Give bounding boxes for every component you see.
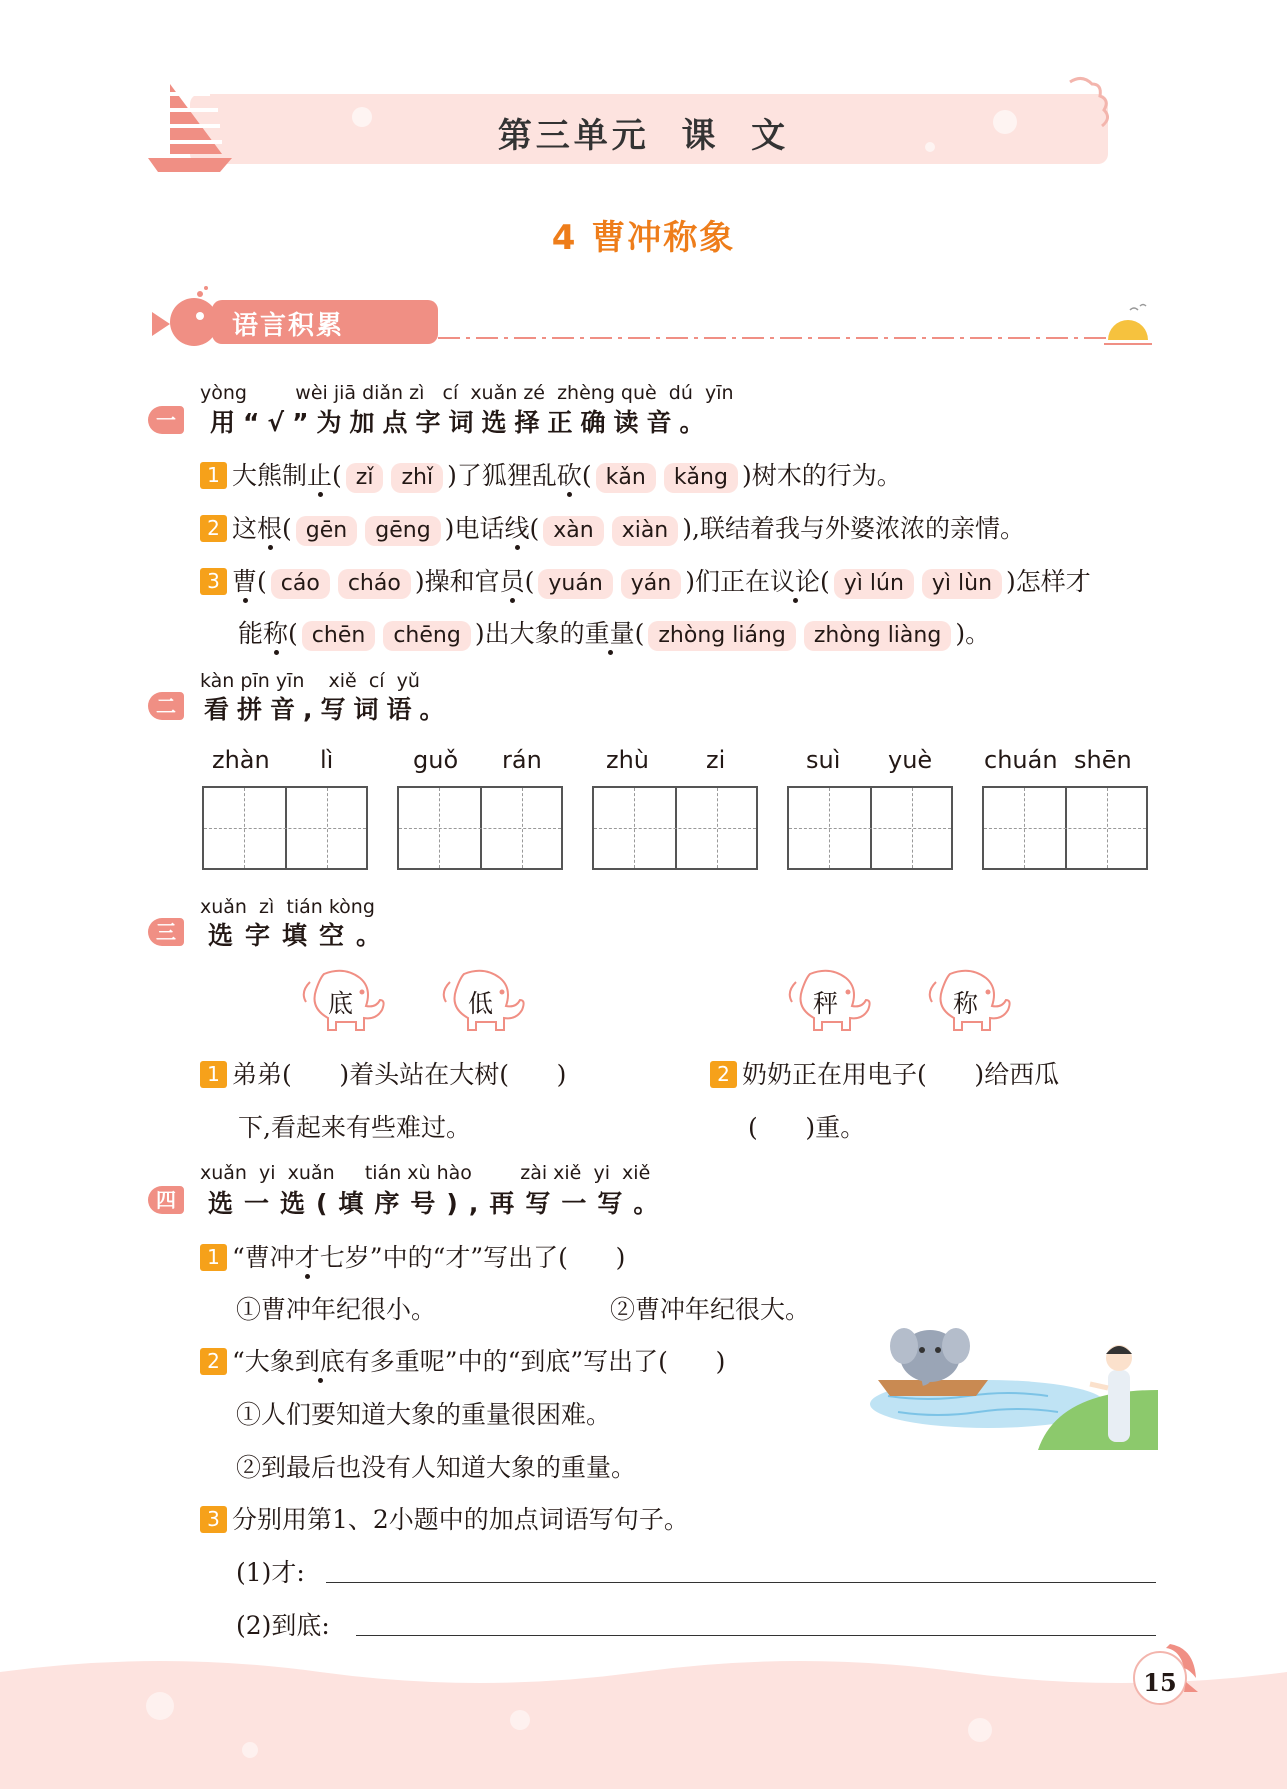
pinyin-option[interactable]: chēng xyxy=(383,621,470,651)
answer-line-1[interactable] xyxy=(326,1582,1156,1583)
writing-grid[interactable] xyxy=(397,786,563,870)
q-number: 2 xyxy=(710,1061,737,1088)
char-choice[interactable]: 底 xyxy=(328,989,354,1018)
page-number: 15 xyxy=(1143,1668,1177,1697)
s2-badge: 二 xyxy=(148,692,184,720)
s1-q3-line2: 能称( chēn chēng )出大象的重量( zhòng liáng zhòng liàng )。 xyxy=(238,614,990,651)
s4-q1: 1 “曹冲才七岁”中的“才”写出了( ) xyxy=(200,1238,625,1274)
s4-q1-option-b[interactable]: ②曹冲年纪很大。 xyxy=(610,1295,811,1324)
s4-badge: 四 xyxy=(148,1186,184,1214)
word-pinyin: shēn xyxy=(1074,746,1132,774)
s4-pinyin: xuǎn yi xuǎn tián xù hào zài xiě yi xiě xyxy=(200,1162,651,1184)
word-pinyin: chuán xyxy=(984,746,1058,774)
pinyin-option[interactable]: zhòng liáng xyxy=(648,621,795,651)
s3-q1-line1: 1 弟弟( )着头站在大树( ) xyxy=(200,1055,566,1091)
s3-q2-line2: ( )重。 xyxy=(748,1113,866,1142)
q-number: 3 xyxy=(200,568,227,595)
s4-title: 选一选(填序号),再写一写。 xyxy=(208,1189,670,1218)
fish-icon xyxy=(152,286,218,346)
pinyin-option[interactable]: yuán xyxy=(538,569,612,599)
lesson-title: 4 曹冲称象 xyxy=(551,218,736,258)
s4-q2-option-a[interactable]: ①人们要知道大象的重量很困难。 xyxy=(236,1400,612,1429)
unit-title: 第三单元 课 文 xyxy=(497,116,790,156)
s3-q2-line1: 2 奶奶正在用电子( )给西瓜 xyxy=(710,1055,1059,1091)
elephant-boat-illustration xyxy=(868,1300,1158,1450)
s1-title: 用“√”为加点字词选择正确读音。 xyxy=(210,408,713,437)
writing-grid[interactable] xyxy=(202,786,368,870)
q-number: 1 xyxy=(200,462,227,489)
pinyin-option[interactable]: gēng xyxy=(365,516,440,546)
pinyin-option[interactable]: xàn xyxy=(543,516,603,546)
q-number: 1 xyxy=(200,1061,227,1088)
s1-q1: 1 大熊制止( zǐ zhǐ )了狐狸乱砍( kǎn kǎng )树木的行为。 xyxy=(200,456,902,493)
s1-q2: 2 这根( gēn gēng )电话线( xàn xiàn ),联结着我与外婆浓浓的亲情。 xyxy=(200,509,1025,546)
word-pinyin: rán xyxy=(502,746,542,774)
word-pinyin: yuè xyxy=(888,746,933,774)
s4-q1-option-a[interactable]: ①曹冲年纪很小。 xyxy=(236,1295,437,1324)
word-pinyin: guǒ xyxy=(413,746,459,774)
sunset-icon xyxy=(1104,305,1152,345)
s4-q3-label-2: (2)到底: xyxy=(236,1611,330,1640)
s1-pinyin: yòng wèi jiā diǎn zì cí xuǎn zé zhèng què dú yīn xyxy=(200,382,734,404)
word-pinyin: lì xyxy=(320,746,334,774)
q-number: 1 xyxy=(200,1244,227,1271)
pinyin-option[interactable]: zǐ xyxy=(346,463,384,493)
word-pinyin: suì xyxy=(806,746,841,774)
s4-q2-option-b[interactable]: ②到最后也没有人知道大象的重量。 xyxy=(236,1453,637,1482)
pinyin-option[interactable]: gēn xyxy=(296,516,357,546)
writing-grid[interactable] xyxy=(982,786,1148,870)
pinyin-option[interactable]: yì lùn xyxy=(922,569,1002,599)
footer-wave xyxy=(0,1650,1287,1789)
char-choice[interactable]: 秤 xyxy=(813,989,839,1018)
s3-q1-line2: 下,看起来有些难过。 xyxy=(238,1113,471,1142)
pinyin-option[interactable]: cháo xyxy=(338,569,411,599)
pinyin-option[interactable]: cáo xyxy=(271,569,330,599)
pinyin-option[interactable]: yì lún xyxy=(834,569,914,599)
pinyin-option[interactable]: chēn xyxy=(302,621,376,651)
s3-title: 选字填空。 xyxy=(208,921,394,950)
s2-title: 看拼音,写词语。 xyxy=(204,695,453,724)
s4-q3: 3 分别用第1、2小题中的加点词语写句子。 xyxy=(200,1500,689,1536)
s3-pinyin: xuǎn zì tián kòng xyxy=(200,896,375,918)
pinyin-option[interactable]: zhǐ xyxy=(391,463,443,493)
char-choice[interactable]: 低 xyxy=(468,989,494,1018)
q-number: 2 xyxy=(200,1348,227,1375)
pinyin-option[interactable]: xiàn xyxy=(612,516,679,546)
s4-q2: 2 “大象到底有多重呢”中的“到底”写出了( ) xyxy=(200,1342,725,1378)
s1-badge: 一 xyxy=(148,406,184,434)
s2-pinyin: kàn pīn yīn xiě cí yǔ xyxy=(200,670,420,692)
pinyin-option[interactable]: yán xyxy=(621,569,681,599)
word-pinyin: zi xyxy=(706,746,726,774)
pinyin-option[interactable]: kǎn xyxy=(596,463,656,493)
s4-q3-label-1: (1)才: xyxy=(236,1558,305,1587)
writing-grid[interactable] xyxy=(787,786,953,870)
char-choice[interactable]: 称 xyxy=(953,989,979,1018)
pinyin-option[interactable]: zhòng liàng xyxy=(804,621,951,651)
banner-label: 语言积累 xyxy=(232,311,345,341)
q-number: 3 xyxy=(200,1506,227,1533)
q-number: 2 xyxy=(200,515,227,542)
word-pinyin: zhù xyxy=(606,746,650,774)
word-pinyin: zhàn xyxy=(212,746,270,774)
writing-grid[interactable] xyxy=(592,786,758,870)
answer-line-2[interactable] xyxy=(356,1635,1156,1636)
pinyin-option[interactable]: kǎng xyxy=(664,463,738,493)
s3-badge: 三 xyxy=(148,918,184,946)
s1-q3: 3 曹( cáo cháo )操和官员( yuán yán )们正在议论( yì lún yì lùn )怎样才 xyxy=(200,562,1091,599)
